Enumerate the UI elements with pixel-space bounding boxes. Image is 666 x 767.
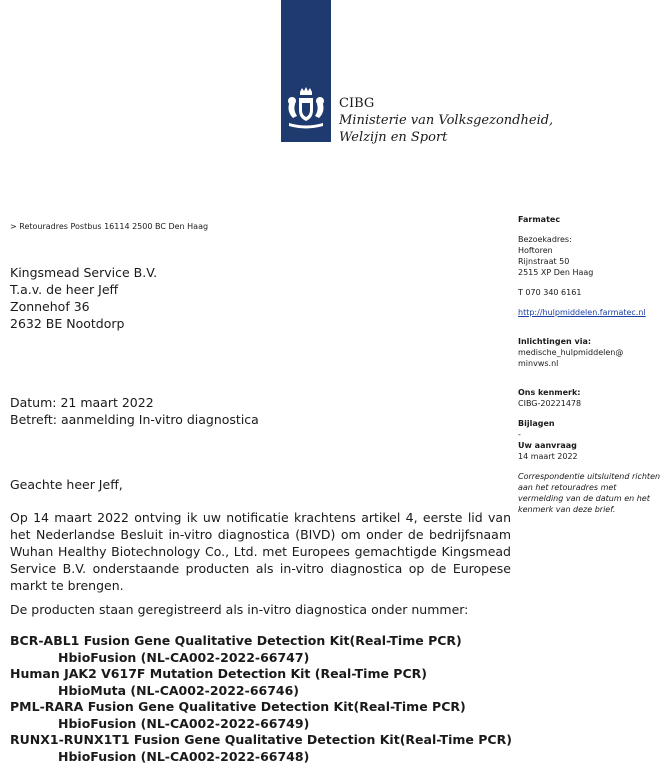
visit-label: Bezoekadres: bbox=[518, 235, 572, 244]
phone-number: T 070 340 6161 bbox=[518, 288, 582, 297]
product-item bbox=[10, 633, 530, 666]
reference-value: CIBG-20221478 bbox=[518, 399, 582, 408]
ministry-line-1: Ministerie van Volksgezondheid, bbox=[339, 113, 554, 128]
attachments-value: - bbox=[518, 430, 521, 439]
recipient-line: 2632 BE Nootdorp bbox=[10, 316, 125, 331]
greeting: Geachte heer Jeff, bbox=[10, 477, 123, 492]
correspondence-note: Correspondentie uitsluitend richten aan het retouradres met vermelding van de datum en het kenmerk van deze brief. bbox=[518, 472, 661, 514]
ministry-logo-bar bbox=[281, 0, 331, 142]
product-name: BCR-ABL1 Fusion Gene Qualitative Detection Kit(Real-Time PCR) bbox=[10, 633, 462, 648]
letter-date: Datum: 21 maart 2022 bbox=[10, 395, 154, 410]
sidebar-contact-block bbox=[518, 214, 664, 515]
org-abbreviation: CIBG bbox=[339, 96, 375, 111]
product-code: HbioFusion (NL-CA002-2022-66748) bbox=[58, 748, 310, 764]
visit-line: Hoftoren bbox=[518, 246, 553, 255]
product-item bbox=[10, 732, 530, 765]
visit-line: Rijnstraat 50 bbox=[518, 257, 570, 266]
product-code: HbioFusion (NL-CA002-2022-66749) bbox=[58, 715, 310, 731]
royal-crest-icon bbox=[283, 86, 329, 132]
product-item bbox=[10, 699, 530, 732]
body-paragraph-2: De producten staan geregistreerd als in-vitro diagnostica onder nummer: bbox=[10, 602, 469, 617]
letter-meta bbox=[10, 394, 510, 428]
sidebar-org: Farmatec bbox=[518, 215, 561, 224]
product-list bbox=[10, 633, 530, 765]
info-line: minvws.nl bbox=[518, 359, 559, 368]
product-name: PML-RARA Fusion Gene Qualitative Detection Kit(Real-Time PCR) bbox=[10, 699, 466, 714]
website-link[interactable]: http://hulpmiddelen.farmatec.nl bbox=[518, 308, 646, 317]
return-address: > Retouradres Postbus 16114 2500 BC Den Haag bbox=[10, 222, 209, 231]
letter-subject: Betreft: aanmelding In-vitro diagnostica bbox=[10, 412, 259, 427]
product-code: HbioMuta (NL-CA002-2022-66746) bbox=[58, 682, 300, 698]
info-label: Inlichtingen via: bbox=[518, 337, 592, 346]
visit-line: 2515 XP Den Haag bbox=[518, 268, 594, 277]
body-paragraph-1: Op 14 maart 2022 ontving ik uw notificatie krachtens artikel 4, eerste lid van het Nederlandse Besluit in-vitro diagnostica (BIVD) om onder de bedrijfsnaam Wuhan Healthy Biotechnology Co., Ltd. met Europees gemachtigde Kingsmead Service B.V. onderstaande producten als in-vitro diagnostica op de Europese markt te brengen. bbox=[10, 510, 511, 593]
recipient-address bbox=[10, 264, 510, 332]
product-name: RUNX1-RUNX1T1 Fusion Gene Qualitative Detection Kit(Real-Time PCR) bbox=[10, 732, 512, 747]
recipient-line: Zonnehof 36 bbox=[10, 299, 90, 314]
request-value: 14 maart 2022 bbox=[518, 452, 578, 461]
product-code: HbioFusion (NL-CA002-2022-66747) bbox=[58, 649, 310, 665]
attachments-label: Bijlagen bbox=[518, 419, 555, 428]
info-line: medische_hulpmiddelen@ bbox=[518, 348, 624, 357]
product-name: Human JAK2 V617F Mutation Detection Kit (Real-Time PCR) bbox=[10, 666, 427, 681]
request-label: Uw aanvraag bbox=[518, 441, 577, 450]
recipient-line: T.a.v. de heer Jeff bbox=[10, 282, 119, 297]
recipient-line: Kingsmead Service B.V. bbox=[10, 265, 158, 280]
product-item bbox=[10, 666, 530, 699]
ministry-name bbox=[339, 96, 553, 146]
ministry-line-2: Welzijn en Sport bbox=[339, 130, 448, 145]
reference-label: Ons kenmerk: bbox=[518, 388, 581, 397]
